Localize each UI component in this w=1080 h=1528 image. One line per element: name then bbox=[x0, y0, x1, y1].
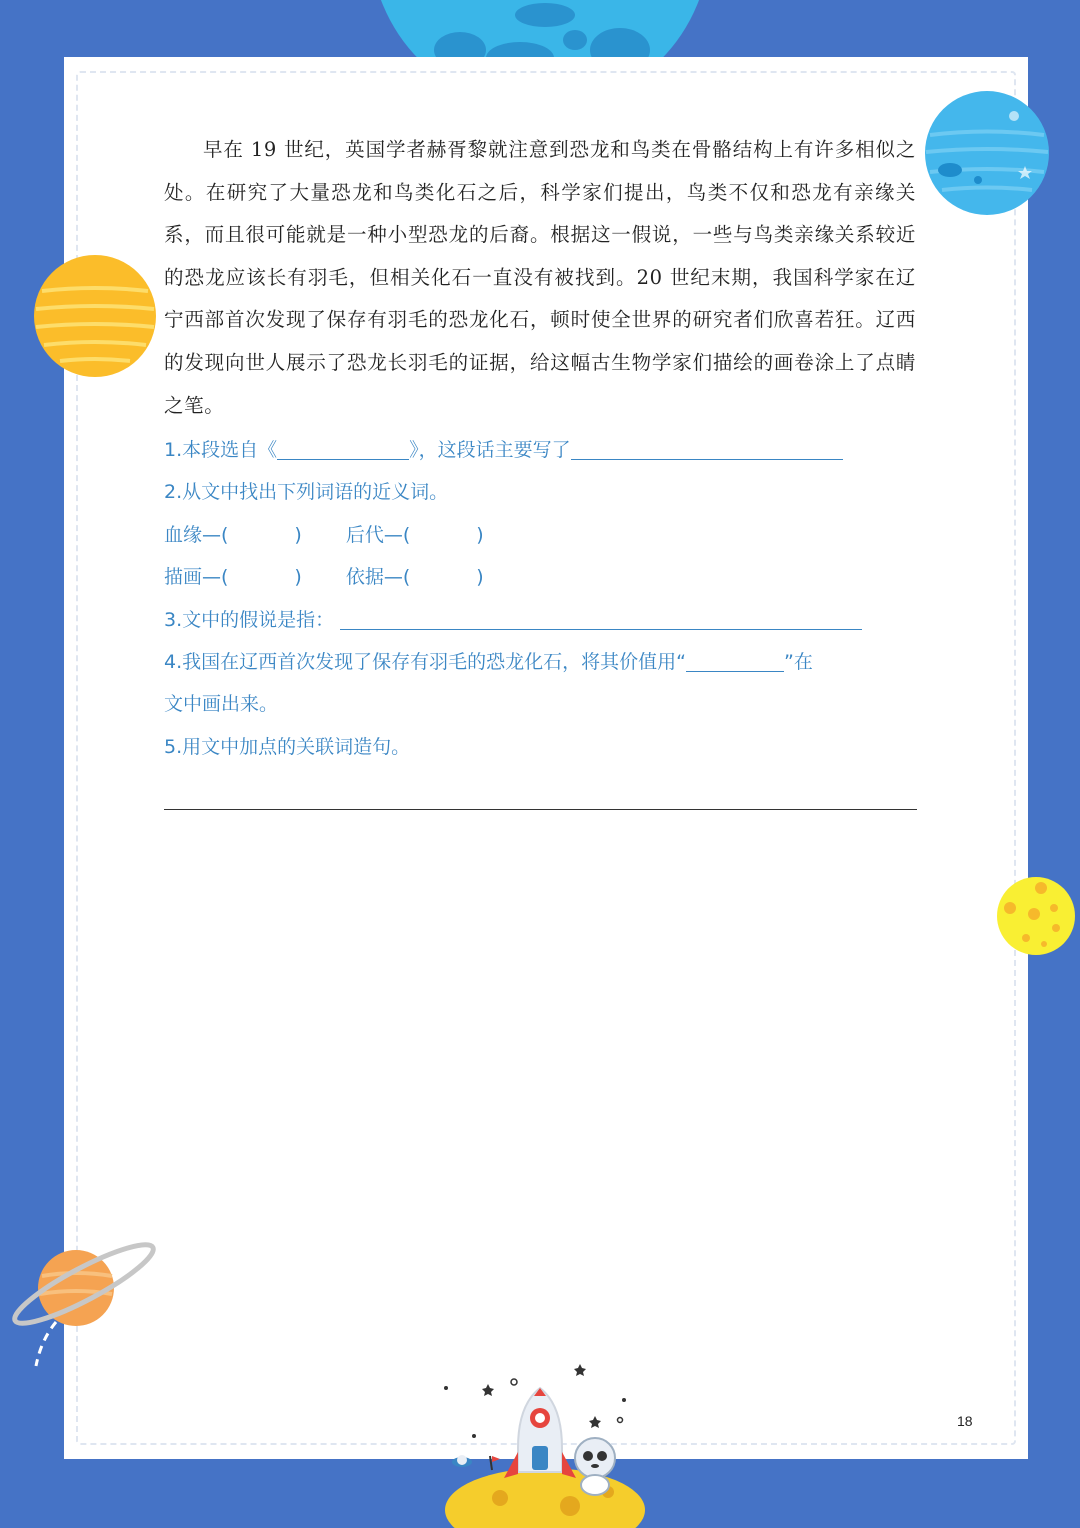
blue-striped-planet-icon bbox=[922, 90, 1052, 220]
word-houdai: 后代—( bbox=[345, 524, 411, 546]
question-4-text-end: ”在 bbox=[783, 651, 813, 673]
synonym-row-2 bbox=[164, 563, 484, 591]
passage-text: 早在 19 世纪，英国学者赫胥黎就注意到恐龙和鸟类在骨骼结构上有许多相似之处。在研究了大量恐龙和鸟类化石之后，科学家们提出，鸟类不仅和恐龙有亲缘关系，而且很可能就是一种小型恐龙的后裔。根据这一假说，一些与鸟类亲缘关系较近的恐龙应该长有羽毛，但相关化石一直没有被找到。20 世纪末期，我国科学家在辽宁西部首次发现了保存有羽毛的恐龙化石，顿时使全世界的研究者们欣喜若狂。辽西的发现向世人展示了恐龙长羽毛的证据，给这幅古生物学家们描绘的画卷涂上了点睛之笔。 bbox=[164, 138, 916, 417]
blank-value-input[interactable] bbox=[686, 649, 784, 672]
question-1-prefix: 1.本段选自《 bbox=[164, 439, 278, 461]
question-3 bbox=[164, 606, 862, 634]
question-2: 2.从文中找出下列词语的近义词。 bbox=[164, 481, 449, 503]
rocket-on-moon-illustration bbox=[440, 1360, 650, 1528]
synonym-row-1 bbox=[164, 521, 484, 549]
question-4-text: 4.我国在辽西首次发现了保存有羽毛的恐龙化石，将其价值用“ bbox=[164, 651, 686, 673]
question-5: 5.用文中加点的关联词造句。 bbox=[164, 736, 411, 758]
word-xueyuan: 血缘—( bbox=[164, 524, 229, 546]
blank-summary-input[interactable] bbox=[571, 437, 843, 460]
question-1 bbox=[164, 436, 843, 464]
word-miaohua: 描画—( bbox=[164, 566, 229, 588]
blank-source-input[interactable] bbox=[277, 437, 409, 460]
close-paren: ) bbox=[294, 524, 302, 546]
yellow-planet-icon bbox=[32, 253, 158, 379]
question-1-middle: 》，这段话主要写了 bbox=[409, 439, 571, 461]
question-4-line-2: 文中画出来。 bbox=[164, 693, 279, 715]
question-3-text: 3.文中的假说是指： bbox=[164, 609, 335, 631]
close-paren: ) bbox=[294, 566, 302, 588]
blank-hypothesis-input[interactable] bbox=[340, 607, 862, 630]
question-4-line-1 bbox=[164, 648, 813, 676]
word-yiju: 依据—( bbox=[345, 566, 411, 588]
page-number: 18 bbox=[957, 1413, 973, 1429]
sentence-answer-line[interactable] bbox=[164, 809, 917, 810]
ringed-planet-icon bbox=[6, 1240, 156, 1370]
yellow-moon-icon bbox=[996, 876, 1078, 958]
close-paren: ) bbox=[476, 524, 484, 546]
close-paren: ) bbox=[476, 566, 484, 588]
worksheet-page bbox=[64, 57, 1028, 1459]
reading-passage bbox=[164, 129, 916, 427]
